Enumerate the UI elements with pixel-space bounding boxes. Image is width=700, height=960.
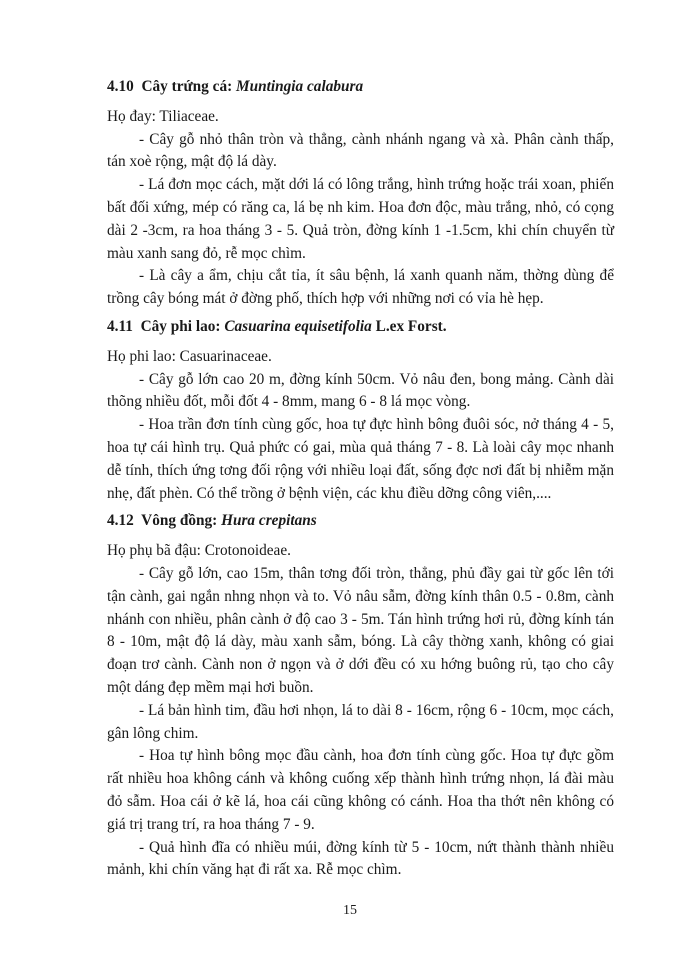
paragraph: - Hoa trần đơn tính cùng gốc, hoa tự đực hình bông đuôi sóc, nở tháng 4 - 5, hoa tự cái hình trụ. Quả phức có gai, mùa quả tháng 7 - 8. Là loài cây mọc nhanh dễ tính, thích ứng tơng đối rộng với nhiều loại đất, sống đợc nơi đất bị nhiễm mặn nhẹ, đất phèn. Có thể trồng ở bệnh viện, các khu điều dỡng công viên,.... [107, 416, 614, 502]
paragraph: - Là cây a ẩm, chịu cắt tỉa, ít sâu bệnh, lá xanh quanh năm, thờng dùng để trồng cây bóng mát ở đờng phố, thích hợp với những nơi có vỉa hè hẹp. [107, 267, 614, 308]
section-number: 4.12 [107, 512, 134, 530]
paragraph: - Hoa tự hình bông mọc đầu cành, hoa đơn tính cùng gốc. Hoa tự đực gồm rất nhiều hoa không cánh và không cuống xếp thành hình trứng nhọn, lá đài màu đỏ sẫm. Hoa cái ở kẽ lá, hoa cái cũng không có cánh. Hoa tha thớt nên không có giá trị trang trí, ra hoa tháng 7 - 9. [107, 747, 614, 833]
section-heading [107, 316, 614, 339]
paragraph: - Lá bản hình tim, đầu hơi nhọn, lá to dài 8 - 16cm, rộng 6 - 10cm, mọc cách, gân lông chim. [107, 701, 614, 742]
common-name: Cây phi lao: [140, 317, 221, 335]
section-casuarina [107, 316, 614, 505]
paragraph: - Cây gỗ lớn cao 20 m, đờng kính 50cm. Vỏ nâu đen, bong mảng. Cành dài thõng nhiều đốt, mỗi đốt 4 - 8mm, mang 6 - 8 lá mọc vòng. [107, 370, 614, 411]
family-line: Họ đay: Tiliaceae. [107, 107, 219, 125]
section-number: 4.10 [107, 78, 134, 95]
page-number: 15 [343, 903, 357, 918]
scientific-name: Casuarina equisetifolia [224, 317, 372, 335]
paragraph: - Quả hình đĩa có nhiều múi, đờng kính từ 5 - 10cm, nứt thành thành nhiều mảnh, khi chín văng hạt đi rất xa. Rễ mọc chìm. [107, 838, 614, 879]
common-name: Vông đồng: [141, 512, 218, 530]
common-name: Cây trứng cá: [141, 78, 233, 95]
section-hura [107, 510, 614, 882]
scientific-name: Muntingia calabura [236, 78, 364, 95]
paragraph: - Lá đơn mọc cách, mặt dới lá có lông trắng, hình trứng hoặc trái xoan, phiến bất đối xứng, mép có răng ca, lá bẹ nh kim. Hoa đơn độc, màu trắng, nhỏ, có cọng dài 2 -3cm, ra hoa tháng 3 - 5. Quả tròn, đờng kính 1 -1.5cm, khi chín chuyển từ màu xanh sang đỏ, rễ mọc chìm. [107, 176, 614, 262]
paragraph: - Cây gỗ nhỏ thân tròn và thẳng, cành nhánh ngang và xà. Phân cành thấp, tán xoè rộng, mật độ lá dày. [107, 130, 614, 171]
scientific-name: Hura crepitans [221, 512, 317, 530]
section-heading [107, 76, 614, 99]
section-muntingia [107, 76, 614, 311]
section-number: 4.11 [107, 317, 133, 335]
family-line: Họ phi lao: Casuarinaceae. [107, 347, 272, 365]
family-line: Họ phụ bã đậu: Crotonoideae. [107, 542, 291, 560]
paragraph: - Cây gỗ lớn, cao 15m, thân tơng đối tròn, thẳng, phủ đầy gai từ gốc lên tới tận cành, gai ngắn nhng nhọn và to. Vỏ nâu sẫm, đờng kính thân 0.5 - 0.8m, cành nhánh con nhiều, phân cành ở độ cao 3 - 5m. Tán hình trứng hơi rủ, đờng kính tán 8 - 10m, mật độ lá dày, màu xanh sẫm, bóng. Là cây thờng xanh, không có giai đoạn trơ cành. Cành non ở ngọn và ở dới đều có xu hớng buông rủ, tạo cho cây một dáng đẹp mềm mại hơi buồn. [107, 564, 614, 696]
author-citation: L.ex Forst. [375, 317, 447, 335]
section-heading [107, 510, 614, 533]
